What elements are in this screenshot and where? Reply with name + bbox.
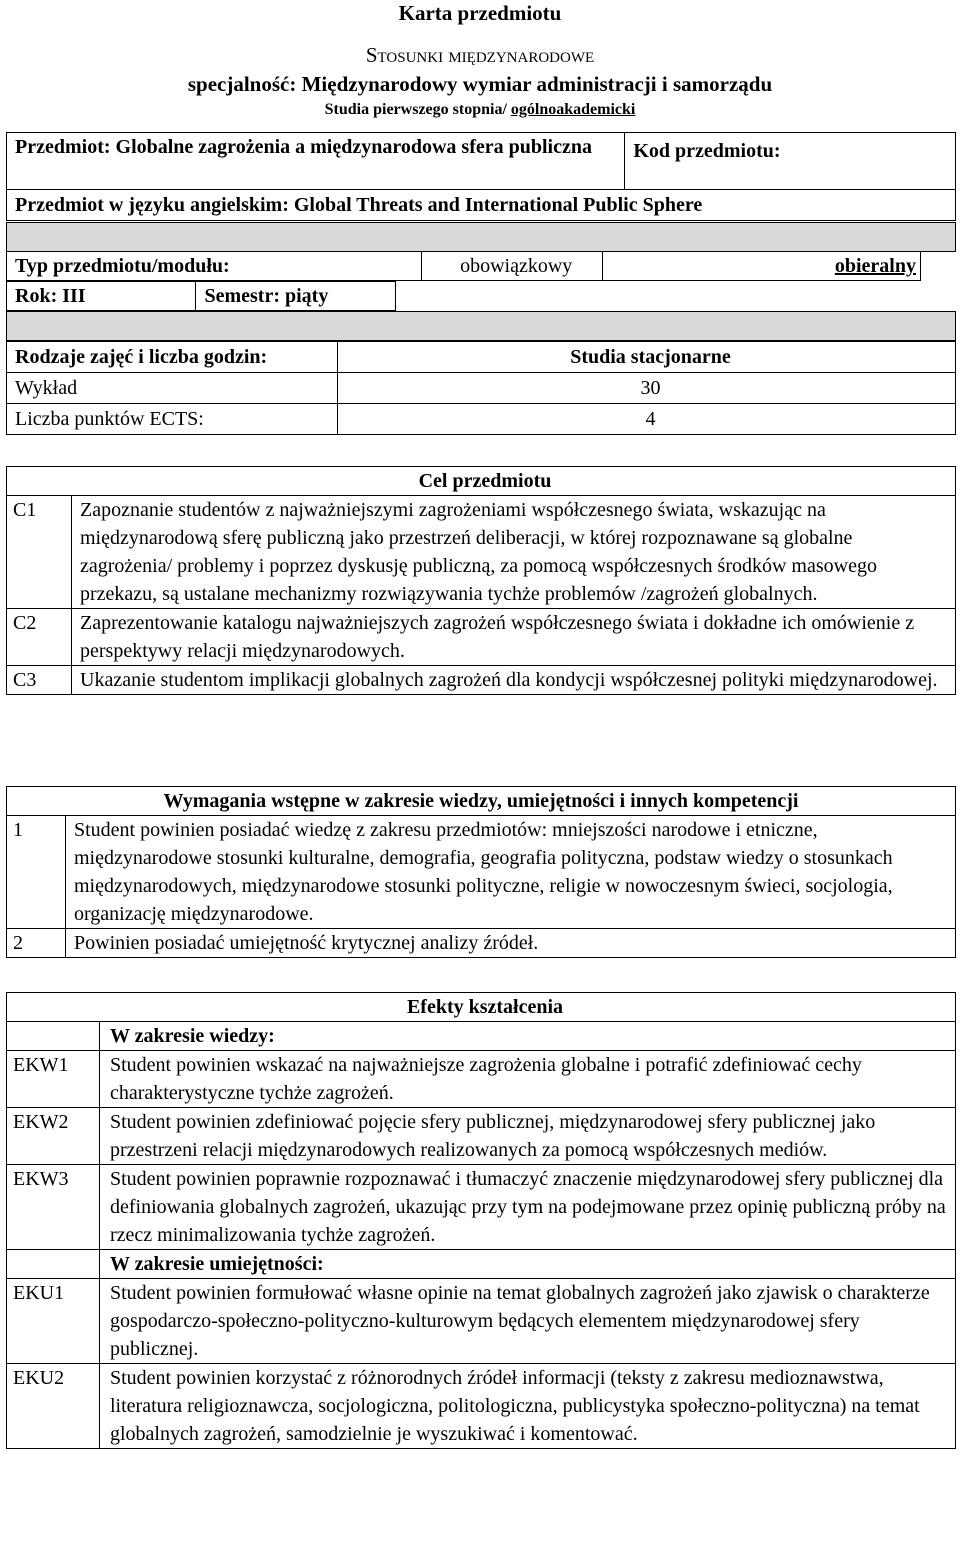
- specialty: specjalność: Międzynarodowy wymiar administracji i samorządu: [187, 72, 773, 96]
- outcome-row: [7, 1279, 956, 1364]
- ects-value: 4: [338, 404, 956, 435]
- outcome-row: [7, 1364, 956, 1449]
- study-level-line: [0, 99, 960, 121]
- outcomes-table: [6, 992, 956, 1449]
- outcome-row: [7, 1165, 956, 1250]
- outcome-text: Student powinien wskazać na najważniejsze zagrożenia globalne i potrafić zdefiniować cechy charakterystyczne tychże zagrożeń.: [100, 1051, 956, 1108]
- subject-en: Przedmiot w języku angielskim: Global Threats and International Public Sphere: [7, 190, 956, 221]
- objective-row: [7, 666, 956, 695]
- objective-row: [7, 496, 956, 609]
- objectives-title: Cel przedmiotu: [7, 467, 956, 496]
- requirement-code: 1: [7, 816, 66, 929]
- skills-header: W zakresie umiejętności:: [100, 1250, 956, 1279]
- objective-row: [7, 609, 956, 666]
- gray-separator-1: [6, 222, 956, 252]
- type-year-table: [6, 251, 921, 281]
- study-mode: Studia stacjonarne: [338, 342, 956, 373]
- type-label: Typ przedmiotu/modułu:: [7, 252, 422, 281]
- outcomes-title: Efekty kształcenia: [7, 993, 956, 1022]
- objective-code: C3: [7, 666, 72, 695]
- knowledge-header: W zakresie wiedzy:: [100, 1022, 956, 1051]
- lecture-label: Wykład: [7, 373, 338, 404]
- semester: Semestr: piąty: [196, 282, 396, 311]
- study-level: Studia pierwszego stopnia/: [324, 101, 511, 118]
- objective-code: C1: [7, 496, 72, 609]
- outcome-text: Student powinien formułować własne opinie na temat globalnych zagrożeń jako zjawisk o charakterze gospodarczo-społeczno-polityczno-kulturowym będących elementem międzynarodowej sfery publicznej.: [100, 1279, 956, 1364]
- outcome-code: EKU1: [7, 1279, 100, 1364]
- objectives-table: [6, 466, 956, 695]
- subject-name: Stosunki międzynarodowe: [365, 43, 595, 67]
- outcome-row: [7, 1051, 956, 1108]
- card-title: Karta przedmiotu: [398, 1, 562, 25]
- outcome-text: Student powinien zdefiniować pojęcie sfery publicznej, międzynarodowej sfery publicznej jako przestrzeni relacji międzynarodowych realizowanych za pomocą współczesnych mediów.: [100, 1108, 956, 1165]
- subject-label: Przedmiot: Globalne zagrożenia a międzynarodowa sfera publiczna: [7, 133, 625, 190]
- lecture-hours: 30: [338, 373, 956, 404]
- requirement-text: Student powinien posiadać wiedzę z zakresu przedmiotów: mniejszości narodowe i etniczne, międzynarodowe stosunki kulturalne, demografia, geografia polityczna, podstaw wiedzy o stosunkach międzynarodowych, międzynarodowe stosunki polityczne, religie w nowoczesnym świeci, socjologia, organizację międzynarodowe.: [66, 816, 956, 929]
- requirement-text: Powinien posiadać umiejętność krytycznej analizy źródeł.: [66, 929, 956, 958]
- requirement-row: [7, 929, 956, 958]
- code-label: Kod przedmiotu:: [625, 133, 956, 190]
- objective-text: Zapoznanie studentów z najważniejszymi zagrożeniami współczesnego świata, wskazując na międzynarodową sferę publiczną jako przestrzeń deliberacji, w której rozpoznawane są globalne zagrożenia/ problemy i poprzez dyskusję publiczną, za pomocą współczesnych środków masowego przekazu, są ustalane mechanizmy rozwiązywania tychże problemów /zagrożeń globalnych.: [72, 496, 956, 609]
- objective-code: C2: [7, 609, 72, 666]
- outcome-code: EKW1: [7, 1051, 100, 1108]
- requirement-code: 2: [7, 929, 66, 958]
- requirements-table: [6, 786, 956, 958]
- objective-text: Zaprezentowanie katalogu najważniejszych zagrożeń współczesnego świata i dokładne ich omówienie z perspektywy relacji międzynarodowych.: [72, 609, 956, 666]
- outcome-code: EKW2: [7, 1108, 100, 1165]
- outcome-code: EKW3: [7, 1165, 100, 1250]
- objective-text: Ukazanie studentom implikacji globalnych zagrożeń dla kondycji współczesnej polityki międzynarodowej.: [72, 666, 956, 695]
- gray-separator-2: [6, 311, 956, 341]
- outcome-text: Student powinien poprawnie rozpoznawać i tłumaczyć znaczenie międzynarodowej sfery publicznej dla definiowania globalnych zagrożeń, ukazując przy tym na podejmowane przez opinię publiczną próby na rzecz minimalizowania tychże zagrożeń.: [100, 1165, 956, 1250]
- requirement-row: [7, 816, 956, 929]
- type-elective: obieralny: [834, 255, 916, 277]
- requirements-title: Wymagania wstępne w zakresie wiedzy, umiejętności i innych kompetencji: [7, 787, 956, 816]
- outcome-code: EKU2: [7, 1364, 100, 1449]
- outcome-row: [7, 1108, 956, 1165]
- hours-table: [6, 341, 956, 435]
- year: Rok: III: [7, 282, 196, 311]
- year-semester-table: [6, 281, 396, 311]
- type-mandatory: obowiązkowy: [421, 252, 603, 281]
- classes-label: Rodzaje zajęć i liczba godzin:: [7, 342, 338, 373]
- ects-label: Liczba punktów ECTS:: [7, 404, 338, 435]
- study-profile: ogólnoakademicki: [510, 101, 636, 118]
- outcome-text: Student powinien korzystać z różnorodnych źródeł informacji (teksty z zakresu medioznawstwa, literatura religioznawcza, socjologiczna, politologiczna, publicystyka społeczno-polityczna) na temat globalnych zagrożeń, samodzielnie je wyszukiwać i komentować.: [100, 1364, 956, 1449]
- course-info-table: [6, 132, 956, 221]
